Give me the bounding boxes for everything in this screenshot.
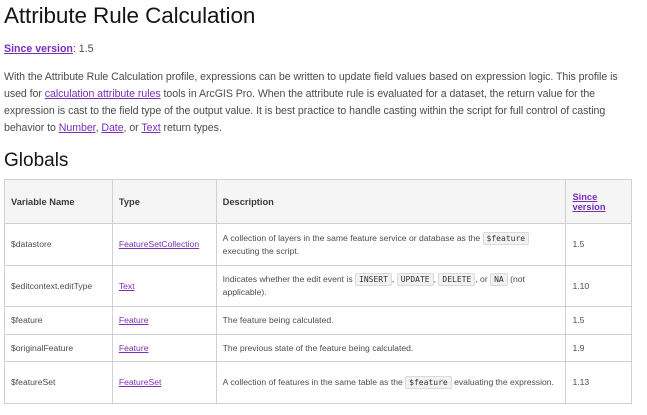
variable-name-cell: $originalFeature [5,335,113,362]
table-row [5,266,632,307]
description-text: A collection of features in the same table as the [222,377,406,387]
calculation-attribute-rules-link[interactable]: calculation attribute rules [44,88,161,100]
number-link[interactable]: Number [58,122,96,134]
description-text: , or [475,274,491,284]
table-header-row [5,180,632,224]
header-description: Description [216,180,566,224]
intro-text: tools in ArcGIS Pro. When the attribute rule is evaluated for a dataset, the return value for the expression is cast to the field type of the output value. It is best practice to handle casting within the script for full control of casting behavior to [4,88,606,134]
since-version-separator: : [72,43,76,55]
intro-text: With the Attribute Rule Calculation profile, expressions can be written to update field values based on expression logic. This profile is used for [4,71,618,100]
type-cell [112,224,216,266]
table-row [5,224,632,266]
code-literal: INSERT [355,273,392,286]
variable-name-cell: $feature [5,307,113,335]
description-text: A collection of layers in the same feature service or database as the [222,232,483,243]
intro-paragraph [4,69,643,137]
header-since-version [566,180,632,224]
since-version-link[interactable]: Since version [4,43,73,55]
intro-text: , [95,122,102,134]
header-since-version-link[interactable]: Since version [572,191,606,212]
since-version-cell: 1.5 [566,224,632,266]
description-cell [216,266,566,307]
type-link[interactable]: Text [118,280,135,291]
code-literal: $feature [405,376,452,389]
globals-heading: Globals [4,150,69,171]
description-cell: The feature being calculated. [216,307,566,335]
type-cell [112,362,216,404]
type-link[interactable]: FeatureSet [118,377,162,387]
code-literal: $feature [483,232,530,245]
page-title: Attribute Rule Calculation [4,3,256,28]
type-link[interactable]: FeatureSetCollection [118,239,200,249]
code-literal: DELETE [438,273,475,286]
header-variable-name: Variable Name [5,180,113,224]
since-version-cell: 1.13 [566,362,632,404]
code-literal: UPDATE [397,273,434,286]
since-version-line [4,42,643,56]
description-cell [216,362,566,404]
since-version-cell: 1.5 [566,307,632,335]
description-text: executing the script. [222,245,300,256]
description-text: Indicates whether the edit event is [222,274,355,284]
variable-name-cell: $datastore [5,224,113,266]
intro-text: return types. [160,122,222,134]
globals-table [4,179,632,404]
code-literal: NA [490,273,508,286]
type-cell [112,307,216,335]
table-row [5,362,632,404]
intro-text: , or [123,122,142,134]
description-cell: The previous state of the feature being calculated. [216,335,566,362]
since-version-value: 1.5 [78,43,94,55]
type-link[interactable]: Feature [118,342,149,353]
variable-name-cell: $featureSet [5,362,113,404]
since-version-cell: 1.9 [566,335,632,362]
description-cell [216,224,566,266]
date-link[interactable]: Date [101,122,124,134]
description-text: (not applicable). [222,274,525,297]
table-row [5,307,632,335]
description-text: evaluating the expression. [451,377,554,387]
type-cell [112,335,216,362]
since-version-cell: 1.10 [566,266,632,307]
description-text: , [433,274,439,284]
variable-name-cell: $editcontext.editType [5,266,113,307]
type-link[interactable]: Feature [118,315,149,325]
description-text: , [391,274,397,284]
type-cell [112,266,216,307]
table-row [5,335,632,362]
text-link[interactable]: Text [141,122,161,134]
header-type: Type [112,180,216,224]
